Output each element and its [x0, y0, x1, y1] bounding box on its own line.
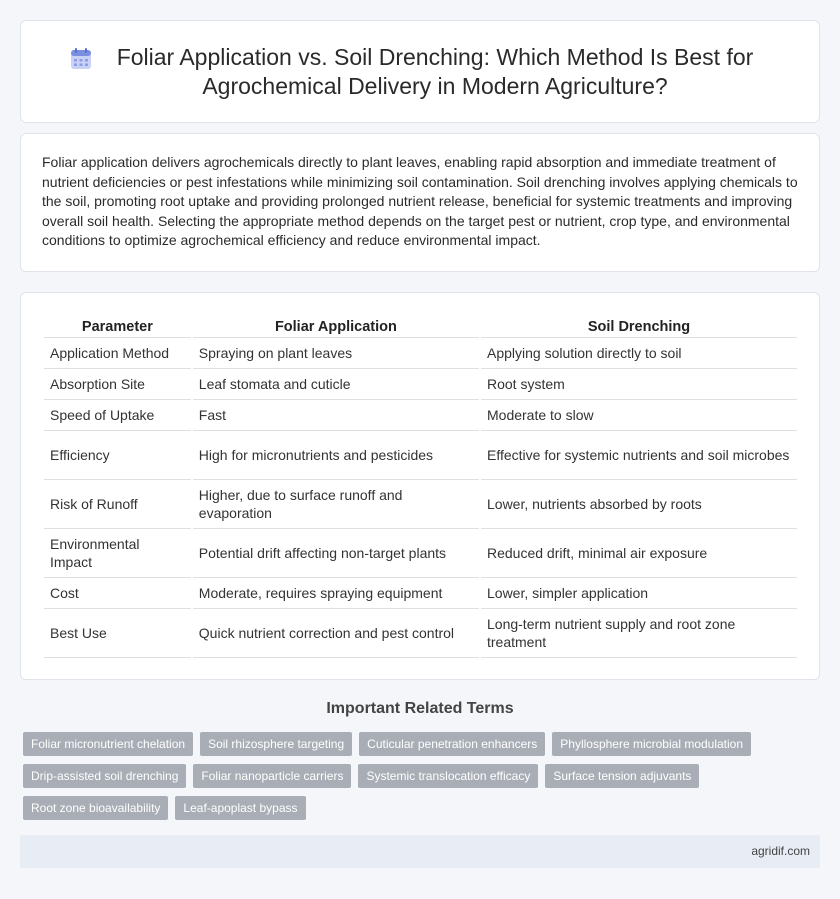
table-header-row [44, 315, 797, 338]
table-row [44, 609, 797, 658]
table-row [44, 529, 797, 578]
cell-parameter: Speed of Uptake [44, 400, 191, 431]
footer-site-link[interactable]: agridif.com [751, 844, 810, 858]
related-term-tag[interactable]: Drip-assisted soil drenching [23, 764, 186, 788]
cell-foliar: Leaf stomata and cuticle [193, 369, 479, 400]
cell-foliar: Moderate, requires spraying equipment [193, 578, 479, 609]
related-term-tag[interactable]: Systemic translocation efficacy [358, 764, 538, 788]
cell-parameter: Efficiency [44, 431, 191, 480]
related-terms-heading: Important Related Terms [326, 700, 514, 717]
cell-soil: Moderate to slow [481, 400, 797, 431]
header-soil-drenching: Soil Drenching [481, 315, 797, 338]
cell-foliar: Fast [193, 400, 479, 431]
table-row [44, 369, 797, 400]
title-card [20, 20, 820, 123]
cell-foliar: Higher, due to surface runoff and evaporation [193, 480, 479, 529]
intro-paragraph: Foliar application delivers agrochemicals directly to plant leaves, enabling rapid absorption and immediate treatment of nutrient deficiencies or pest infestations while minimizing soil contamination. Soil drenching involves applying chemicals to the soil, promoting root uptake and providing prolonged nutrient release, beneficial for systemic treatments and improving overall soil health. Selecting the appropriate method depends on the target pest or nutrient, crop type, and environmental conditions to optimize agrochemical efficiency and reduce environmental impact. [42, 154, 798, 249]
cell-foliar: High for micronutrients and pesticides [193, 431, 479, 480]
table-row [44, 400, 797, 431]
related-terms-list [23, 732, 763, 820]
header-parameter: Parameter [44, 315, 191, 338]
related-term-tag[interactable]: Surface tension adjuvants [545, 764, 699, 788]
related-term-tag[interactable]: Leaf-apoplast bypass [175, 796, 305, 820]
cell-soil: Root system [481, 369, 797, 400]
cell-soil: Reduced drift, minimal air exposure [481, 529, 797, 578]
cell-foliar: Spraying on plant leaves [193, 338, 479, 369]
cell-parameter: Application Method [44, 338, 191, 369]
cell-foliar: Potential drift affecting non-target plants [193, 529, 479, 578]
comparison-table [42, 315, 799, 658]
cell-parameter: Risk of Runoff [44, 480, 191, 529]
intro-card [20, 133, 820, 272]
cell-parameter: Absorption Site [44, 369, 191, 400]
related-term-tag[interactable]: Soil rhizosphere targeting [200, 732, 352, 756]
cell-soil: Applying solution directly to soil [481, 338, 797, 369]
cell-soil: Lower, nutrients absorbed by roots [481, 480, 797, 529]
cell-soil: Long-term nutrient supply and root zone treatment [481, 609, 797, 658]
related-term-tag[interactable]: Phyllosphere microbial modulation [552, 732, 751, 756]
cell-parameter: Cost [44, 578, 191, 609]
cell-parameter: Best Use [44, 609, 191, 658]
related-term-tag[interactable]: Foliar nanoparticle carriers [193, 764, 351, 788]
table-row [44, 480, 797, 529]
footer [20, 835, 820, 868]
table-row [44, 338, 797, 369]
header-foliar-application: Foliar Application [193, 315, 479, 338]
related-term-tag[interactable]: Foliar micronutrient chelation [23, 732, 193, 756]
related-term-tag[interactable]: Root zone bioavailability [23, 796, 168, 820]
cell-foliar: Quick nutrient correction and pest control [193, 609, 479, 658]
cell-soil: Effective for systemic nutrients and soil microbes [481, 431, 797, 480]
comparison-table-card [20, 292, 820, 680]
page-title: Foliar Application vs. Soil Drenching: Which Method Is Best for Agrochemical Delivery in Modern Agriculture? [116, 43, 754, 99]
cell-soil: Lower, simpler application [481, 578, 797, 609]
cell-parameter: Environmental Impact [44, 529, 191, 578]
related-term-tag[interactable]: Cuticular penetration enhancers [359, 732, 545, 756]
table-row [44, 578, 797, 609]
table-row [44, 431, 797, 480]
